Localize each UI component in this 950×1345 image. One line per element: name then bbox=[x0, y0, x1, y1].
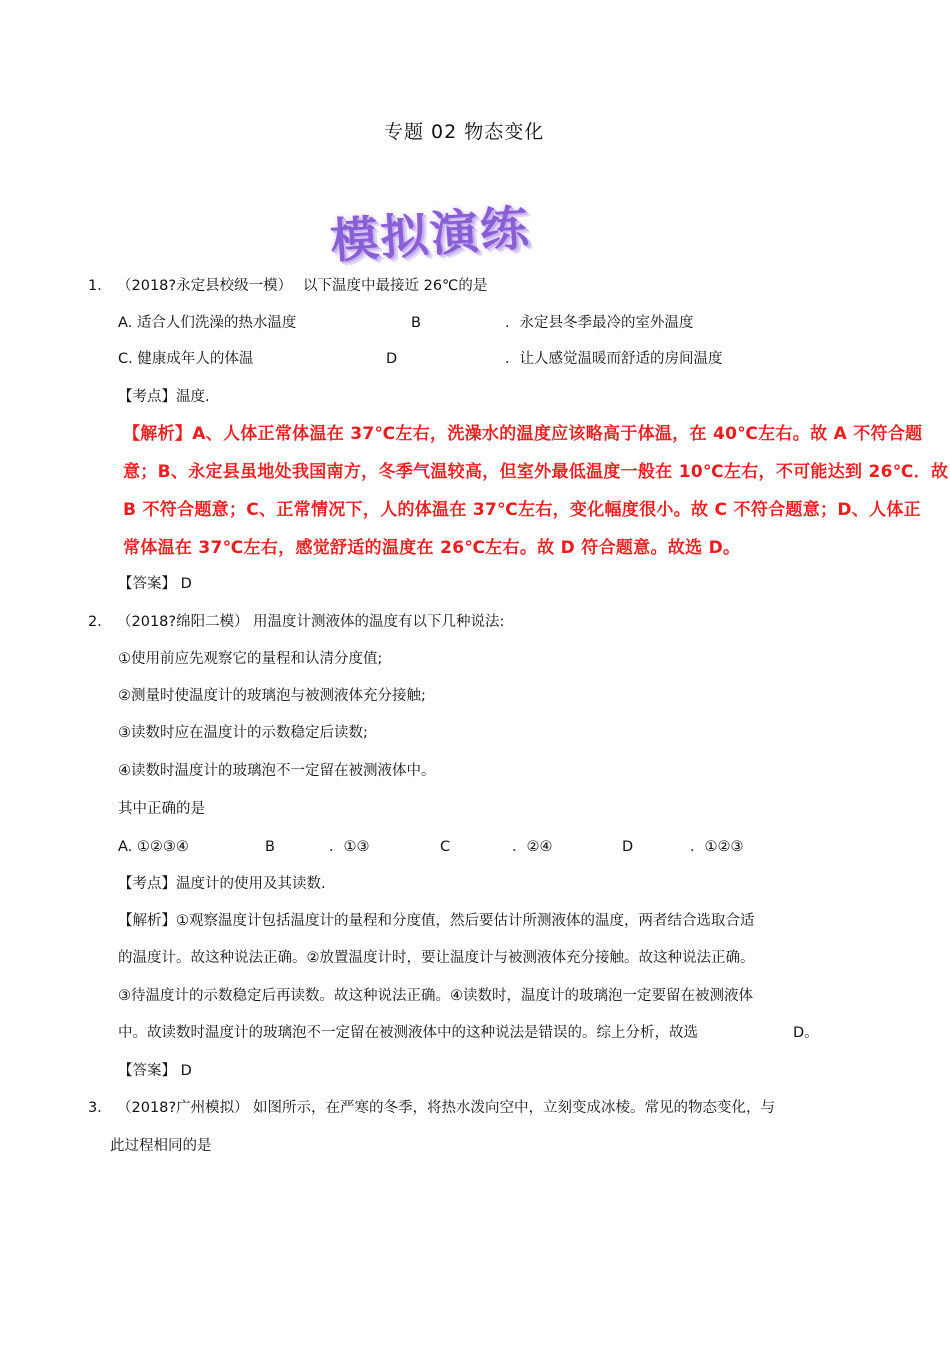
q2-stem: 用温度计测液体的温度有以下几种说法: bbox=[253, 614, 505, 630]
q2-analysis-line-1: 【解析】①观察温度计包括温度计的量程和分度值，然后要估计所测液体的温度，两者结合选取合适 bbox=[118, 913, 755, 929]
q2-source: （2018?绵阳二模） bbox=[117, 614, 249, 630]
q2-answer: 【答案】 D bbox=[118, 1063, 192, 1079]
q1-option-b: ．永定县冬季最冷的室外温度 bbox=[505, 315, 694, 331]
q1-source: （2018?永定县校级一模） bbox=[117, 278, 293, 294]
practice-logo: 模拟演练 bbox=[328, 200, 533, 270]
q3-source: （2018?广州模拟） bbox=[117, 1100, 249, 1116]
q1-option-b-letter: B bbox=[411, 315, 421, 331]
q1-number: 1． bbox=[88, 278, 112, 294]
q2-option-b-letter: B bbox=[265, 839, 275, 855]
q1-option-c: C. 健康成年人的体温 bbox=[118, 351, 254, 367]
q2-kaodian: 【考点】温度计的使用及其读数. bbox=[118, 876, 326, 892]
q2-analysis-line-4: 中。故读数时温度计的玻璃泡不一定留在被测液体中的这种说法是错误的。综上分析，故选 bbox=[118, 1025, 698, 1041]
q2-statement-1: ①使用前应先观察它的量程和认清分度值; bbox=[118, 651, 383, 667]
q2-option-a: A. ①②③④ bbox=[118, 839, 189, 855]
q1-analysis-line-3: B 不符合题意；C、正常情况下，人的体温在 37℃左右，变化幅度很小。故 C 不符合题意；D、人体正 bbox=[123, 500, 921, 520]
q2-option-c-letter: C bbox=[440, 839, 451, 855]
q3-stem-continued: 此过程相同的是 bbox=[110, 1138, 212, 1154]
q1-option-d: ．让人感觉温暖而舒适的房间温度 bbox=[505, 351, 723, 367]
q2-option-d: ．①②③ bbox=[690, 839, 744, 855]
q3-number: 3． bbox=[88, 1100, 112, 1116]
q2-analysis-line-2: 的温度计。故这种说法正确。②放置温度计时，要让温度计与被测液体充分接触。故这种说法正确。 bbox=[118, 950, 755, 966]
q2-statement-3: ③读数时应在温度计的示数稳定后读数; bbox=[118, 725, 368, 741]
q2-statement-4: ④读数时温度计的玻璃泡不一定留在被测液体中。 bbox=[118, 763, 436, 779]
q1-analysis-line-4: 常体温在 37℃左右，感觉舒适的温度在 26℃左右。故 D 符合题意。故选 D。 bbox=[123, 538, 741, 558]
q2-option-d-letter: D bbox=[622, 839, 634, 855]
q1-option-a: A. 适合人们洗澡的热水温度 bbox=[118, 315, 297, 331]
q1-kaodian: 【考点】温度. bbox=[118, 389, 210, 405]
q2-analysis-answer-letter: D。 bbox=[793, 1025, 819, 1041]
q1-analysis-line-1: 【解析】A、人体正常体温在 37℃左右，洗澡水的温度应该略高于体温，在 40℃左右。故 A 不符合题 bbox=[123, 424, 923, 444]
q2-question: 其中正确的是 bbox=[118, 801, 205, 817]
q2-statement-2: ②测量时使温度计的玻璃泡与被测液体充分接触; bbox=[118, 688, 426, 704]
q2-analysis-line-3: ③待温度计的示数稳定后再读数。故这种说法正确。④读数时，温度计的玻璃泡一定要留在被测液体 bbox=[118, 988, 753, 1004]
q1-stem: 以下温度中最接近 26℃的是 bbox=[303, 278, 488, 294]
q3-stem: 如图所示，在严寒的冬季，将热水泼向空中，立刻变成冰棱。常见的物态变化，与 bbox=[253, 1100, 775, 1116]
page-title: 专题 02 物态变化 bbox=[384, 121, 545, 143]
q2-option-b: ．①③ bbox=[329, 839, 370, 855]
q1-answer: 【答案】 D bbox=[118, 576, 192, 592]
q2-option-c: ．②④ bbox=[512, 839, 553, 855]
q1-option-d-letter: D bbox=[386, 351, 398, 367]
q2-number: 2． bbox=[88, 614, 112, 630]
q1-analysis-line-2: 意；B、永定县虽地处我国南方，冬季气温较高，但室外最低温度一般在 10℃左右，不可能达到 26℃．故 bbox=[123, 462, 949, 482]
